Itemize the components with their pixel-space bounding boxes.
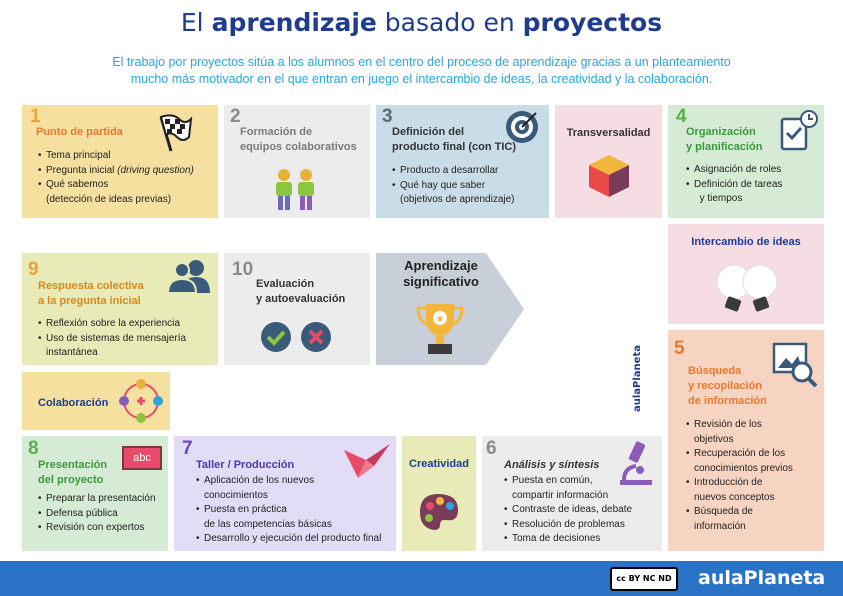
creatividad-card bbox=[402, 436, 476, 551]
list-item: • Pregunta inicial (driving question) bbox=[38, 164, 218, 179]
footer-brand[interactable]: aulaPlaneta bbox=[698, 567, 826, 589]
list-item: • Producto a desarrollar bbox=[392, 164, 549, 179]
collaboration-circle-icon bbox=[118, 378, 164, 424]
step-title: Presentación del proyecto bbox=[38, 459, 108, 486]
step-number: 2 bbox=[230, 106, 241, 127]
step-4-list bbox=[686, 163, 824, 207]
step-title: Definición del producto final (con TIC) bbox=[392, 126, 517, 153]
list-item: • Aplicación de los nuevos conocimientos bbox=[196, 474, 396, 503]
step-title: Taller / Producción bbox=[196, 459, 295, 471]
list-item: • Recuperación de los conocimientos previos bbox=[686, 447, 824, 476]
step-5-card bbox=[668, 330, 824, 551]
target-icon bbox=[504, 109, 540, 145]
cc-license-badge[interactable]: cc BY NC ND bbox=[610, 567, 678, 591]
intercambio-label: Intercambio de ideas bbox=[691, 236, 801, 248]
step-number: 3 bbox=[382, 106, 393, 127]
list-item: • Reflexión sobre la experiencia bbox=[38, 317, 218, 332]
list-item: • Preparar la presentación bbox=[38, 492, 168, 507]
list-item: • Uso de sistemas de mensajería instantánea bbox=[38, 332, 218, 361]
list-item: • Qué sabemos (detección de ideas previas) bbox=[38, 178, 218, 207]
step-number: 5 bbox=[674, 338, 685, 359]
cross-circle-icon bbox=[300, 321, 332, 353]
list-item: • Introducción de nuevos conceptos bbox=[686, 476, 824, 505]
check-circle-icon bbox=[260, 321, 292, 353]
blackboard-icon: abc bbox=[122, 446, 162, 470]
people-icon bbox=[168, 259, 212, 293]
step-1-card bbox=[22, 105, 218, 218]
step-3-card bbox=[376, 105, 549, 218]
step-10-card bbox=[224, 253, 370, 365]
list-item: • Desarrollo y ejecución del producto final bbox=[196, 532, 396, 547]
creatividad-label: Creatividad bbox=[409, 458, 469, 470]
team-people-icon bbox=[270, 167, 322, 211]
list-item: • Resolución de problemas bbox=[504, 518, 662, 533]
step-9-card bbox=[22, 253, 218, 365]
step-7-card bbox=[174, 436, 396, 551]
step-title: Respuesta colectiva a la pregunta inicial bbox=[38, 280, 144, 307]
colaboracion-label: Colaboración bbox=[38, 397, 109, 409]
intercambio-card bbox=[668, 224, 824, 324]
step-2-card bbox=[224, 105, 370, 218]
step-title: Análisis y síntesis bbox=[504, 459, 600, 471]
svg-text:★: ★ bbox=[435, 314, 445, 325]
step-5-list bbox=[686, 418, 824, 534]
colaboracion-card bbox=[22, 372, 170, 430]
list-item: • Contraste de ideas, debate bbox=[504, 503, 662, 518]
step-number: 7 bbox=[182, 438, 193, 459]
intro-text: El trabajo por proyectos sitúa a los alumnos en el centro del proceso de aprendizaje gracias a un planteamiento mucho más motivador en el que entran en juego el intercambio de ideas, la creatividad y la colaboración. bbox=[112, 55, 731, 86]
step-title: Punto de partida bbox=[36, 126, 123, 138]
cube-icon bbox=[587, 153, 631, 199]
palette-icon bbox=[418, 492, 462, 532]
search-image-icon bbox=[770, 340, 818, 390]
transversalidad-label: Transversalidad bbox=[566, 127, 651, 139]
list-item: • Tema principal bbox=[38, 149, 218, 164]
step-4-card bbox=[668, 105, 824, 218]
list-item: • Puesta en común, compartir información bbox=[504, 474, 662, 503]
step-8-card bbox=[22, 436, 168, 551]
list-item: • Defensa pública bbox=[38, 507, 168, 522]
list-item: • Búsqueda de información bbox=[686, 505, 824, 534]
step-number: 8 bbox=[28, 438, 39, 459]
step-number: 1 bbox=[30, 106, 41, 127]
vertical-brand: aulaPlaneta bbox=[632, 345, 643, 412]
step-title: Evaluación y autoevaluación bbox=[256, 278, 346, 305]
list-item: • Toma de decisiones bbox=[504, 532, 662, 547]
lightbulbs-icon bbox=[710, 262, 786, 314]
list-item: • Revisión de los objetivos bbox=[686, 418, 824, 447]
step-number: 6 bbox=[486, 438, 497, 459]
transversalidad-card bbox=[555, 105, 662, 218]
step-title: Formación de equipos colaborativos bbox=[240, 126, 357, 153]
step-number: 4 bbox=[676, 106, 687, 127]
list-item: • Definición de tareas y tiempos bbox=[686, 178, 824, 207]
step-title: Organización y planificación bbox=[686, 126, 763, 153]
list-item: • Asignación de roles bbox=[686, 163, 824, 178]
clipboard-clock-icon bbox=[778, 109, 820, 153]
step-number: 10 bbox=[232, 259, 254, 280]
step-9-list bbox=[38, 317, 218, 361]
list-item: • Qué hay que saber (objetivos de aprendizaje) bbox=[392, 179, 549, 208]
page-title: El aprendizaje basado en proyectos bbox=[180, 8, 663, 37]
trophy-icon bbox=[412, 300, 468, 358]
step-number: 9 bbox=[28, 259, 39, 280]
step-title: Búsqueda y recopilación de información bbox=[688, 365, 767, 407]
step-7-list bbox=[196, 474, 396, 547]
step-3-list bbox=[392, 164, 549, 208]
significativo-label: Aprendizaje significativo bbox=[403, 258, 479, 289]
step-1-list bbox=[38, 149, 218, 207]
checkered-flag-icon bbox=[155, 113, 193, 153]
step-6-card bbox=[482, 436, 662, 551]
list-item: • Revisión con expertos bbox=[38, 521, 168, 536]
step-6-list bbox=[504, 474, 662, 547]
step-8-list bbox=[38, 492, 168, 536]
list-item: • Puesta en práctica de las competencias básicas bbox=[196, 503, 396, 532]
